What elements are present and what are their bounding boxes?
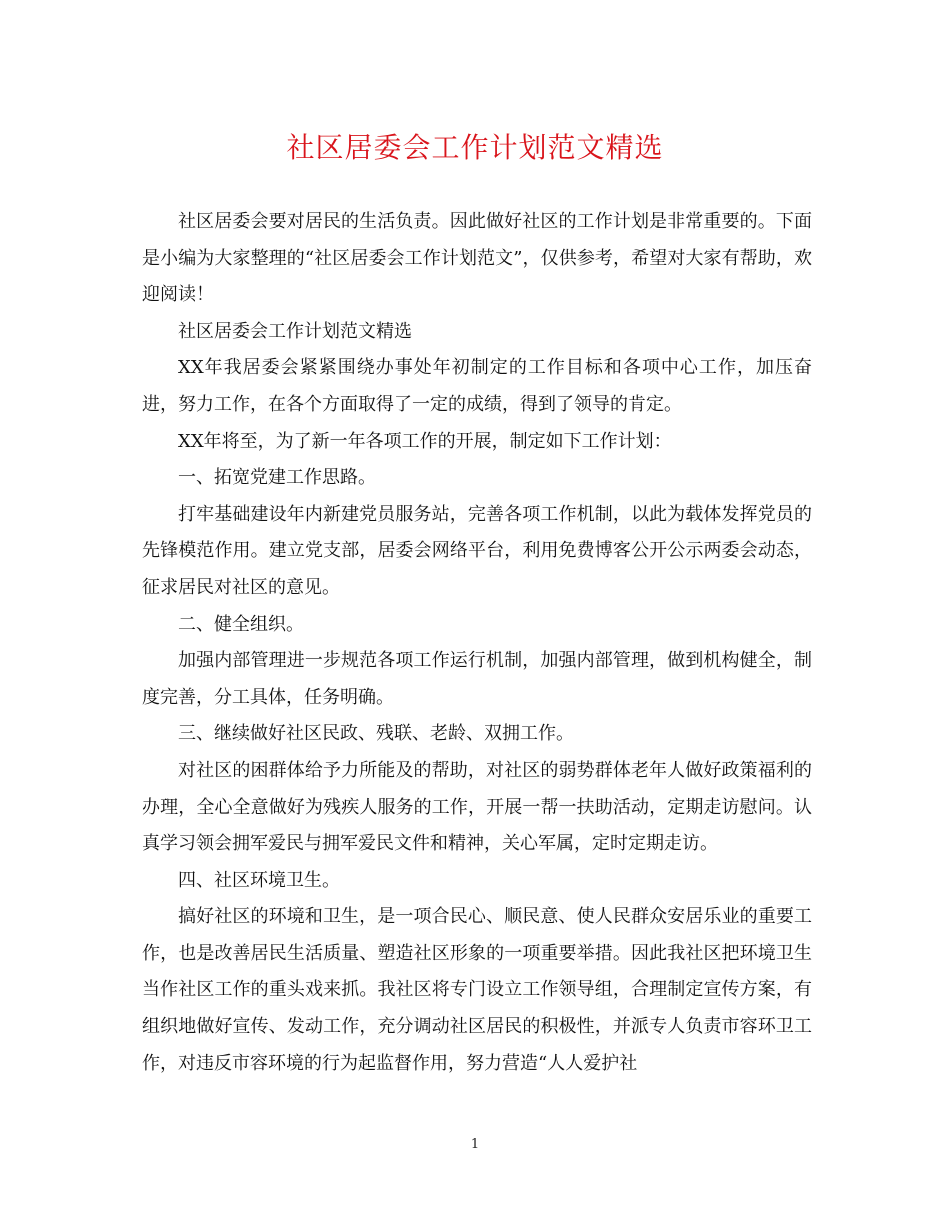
paragraph-section-4: 搞好社区的环境和卫生，是一项合民心、顺民意、使人民群众安居乐业的重要工作，也是改善居民生活质量、塑造社区形象的一项重要举措。因此我社区把环境卫生当作社区工作的重头戏来抓。我社区将专门设立工作领导组，合理制定宣传方案，有组织地做好宣传、发动工作，充分调动社区居民的积极性，并派专人负责市容环卫工作，对违反市容环境的行为起监督作用，努力营造“人人爱护社 [142, 906, 812, 1074]
page-number: 1 [470, 1137, 480, 1152]
paragraph-summary: XX年我居委会紧紧围绕办事处年初制定的工作目标和各项中心工作，加压奋进，努力工作，在各个方面取得了一定的成绩，得到了领导的肯定。 [142, 357, 812, 415]
paragraph-section-2: 加强内部管理进一步规范各项工作运行机制，加强内部管理，做到机构健全，制度完善，分工具体，任务明确。 [142, 650, 812, 708]
paragraph-intro: 社区居委会要对居民的生活负责。因此做好社区的工作计划是非常重要的。下面是小编为大家整理的“社区居委会工作计划范文”，仅供参考，希望对大家有帮助，欢迎阅读！ [142, 211, 812, 306]
section-heading-1: 一、拓宽党建工作思路。 [178, 467, 376, 489]
section-heading-4: 四、社区环境卫生。 [178, 869, 340, 891]
paragraph-section-1: 打牢基础建设年内新建党员服务站，完善各项工作机制，以此为载体发挥党员的先锋模范作用。建立党支部，居委会网络平台，利用免费博客公开公示两委会动态，征求居民对社区的意见。 [142, 503, 812, 598]
document-title: 社区居委会工作计划范文精选 [286, 131, 664, 164]
section-heading-2: 二、健全组织。 [178, 613, 304, 635]
paragraph-section-3: 对社区的困群体给予力所能及的帮助，对社区的弱势群体老年人做好政策福利的办理，全心全意做好为残疾人服务的工作，开展一帮一扶助活动，定期走访慰问。认真学习领会拥军爱民与拥军爱民文件和精神，关心军属，定时定期走访。 [142, 759, 812, 855]
paragraph-subtitle: 社区居委会工作计划范文精选 [178, 320, 412, 342]
paragraph-plan-intro: XX年将至，为了新一年各项工作的开展，制定如下工作计划： [178, 430, 672, 452]
section-heading-3: 三、继续做好社区民政、残联、老龄、双拥工作。 [178, 723, 574, 745]
document-body [142, 204, 812, 1082]
